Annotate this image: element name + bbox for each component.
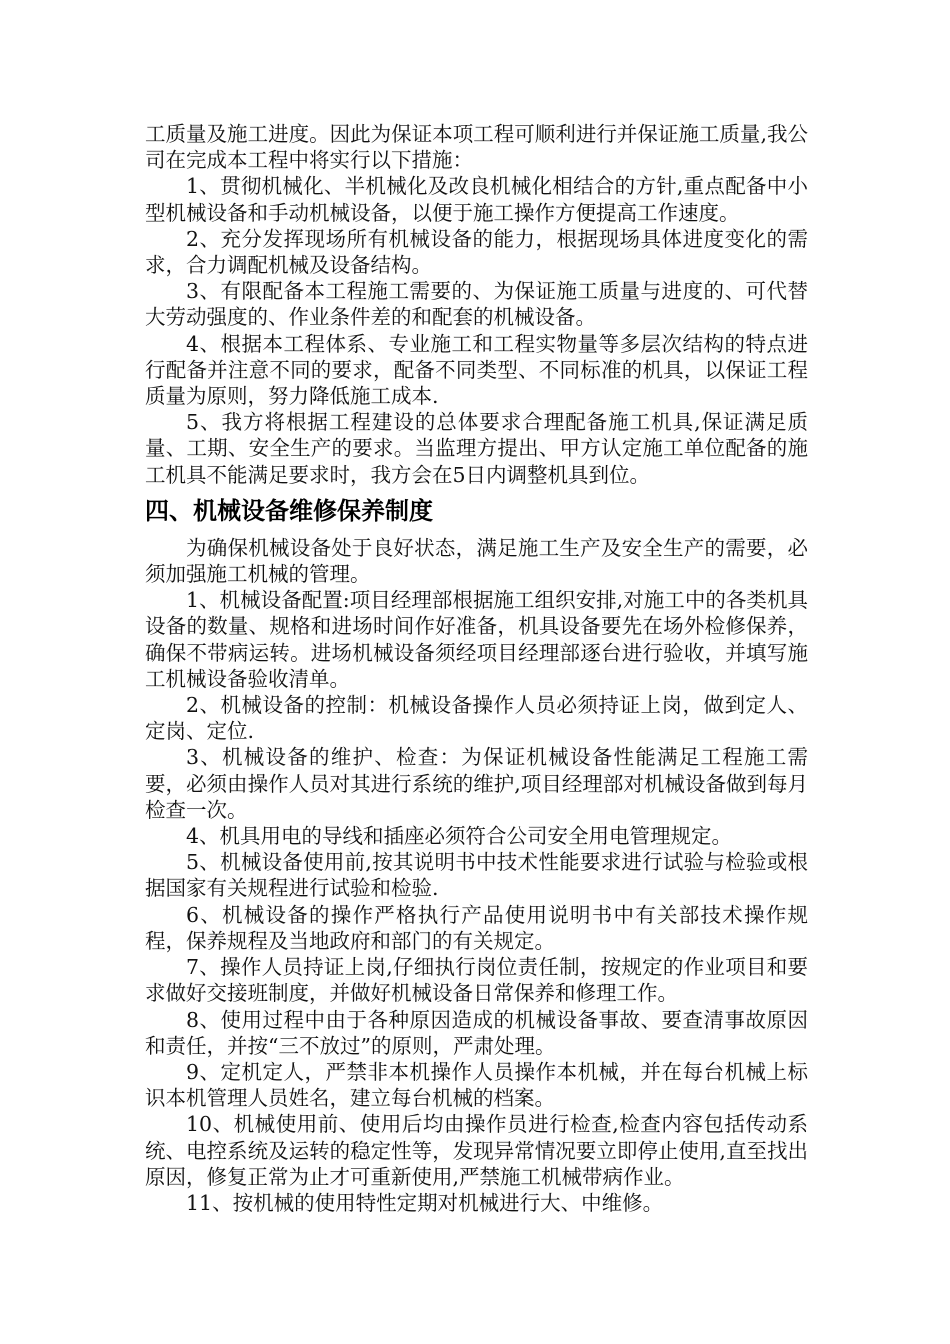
rule-item-6: 6、机械设备的操作严格执行产品使用说明书中有关部技术操作规程，保养规程及当地政府和部门的有关规定。 [145,902,808,953]
measure-item-1: 1、贯彻机械化、半机械化及改良机械化相结合的方针,重点配备中小型机械设备和手动机械设备，以便于施工操作方便提高工作速度。 [145,174,808,225]
rule-item-10: 10、机械使用前、使用后均由操作员进行检查,检查内容包括传动系统、电控系统及运转的稳定性等，发现异常情况要立即停止使用,直至找出原因，修复正常为止才可重新使用,严禁施工机械带病作业。 [145,1112,808,1189]
rule-item-4: 4、机具用电的导线和插座必须符合公司安全用电管理规定。 [186,824,733,849]
measure-item-4: 4、根据本工程体系、专业施工和工程实物量等多层次结构的特点进行配备并注意不同的要求，配备不同类型、不同标准的机具，以保证工程质量为原则，努力降低施工成本. [145,331,808,409]
rule-item-5: 5、机械设备使用前,按其说明书中技术性能要求进行试验与检验或根据国家有关规程进行试验和检验. [145,850,808,901]
rule-item-8: 8、使用过程中由于各种原因造成的机械设备事故、要查清事故原因和责任，并按“三不放过”的原则，严肃处理。 [145,1007,808,1058]
measure-item-2: 2、充分发挥现场所有机械设备的能力，根据现场具体进度变化的需求，合力调配机械及设备结构。 [145,226,808,278]
section-heading: 四、机械设备维修保养制度 [145,496,433,525]
section-intro: 为确保机械设备处于良好状态，满足施工生产及安全生产的需要，必须加强施工机械的管理。 [145,535,808,587]
rule-item-1: 1、机械设备配置:项目经理部根据施工组织安排,对施工中的各类机具设备的数量、规格和进场时间作好准备，机具设备要先在场外检修保养，确保不带病运转。进场机械设备须经项目经理部逐台进行验收，并填写施工机械设备验收清单。 [145,588,808,691]
rule-item-3: 3、机械设备的维护、检查：为保证机械设备性能满足工程施工需要，必须由操作人员对其进行系统的维护,项目经理部对机械设备做到每月检查一次。 [145,745,808,822]
document-body [145,121,808,1216]
rule-item-2: 2、机械设备的控制：机械设备操作人员必须持证上岗，做到定人、定岗、定位. [145,693,808,744]
rule-item-11: 11、按机械的使用特性定期对机械进行大、中维修。 [186,1190,664,1215]
measure-item-5: 5、我方将根据工程建设的总体要求合理配备施工机具,保证满足质量、工期、安全生产的要求。当监理方提出、甲方认定施工单位配备的施工机具不能满足要求时，我方会在5日内调整机具到位。 [145,410,808,487]
paragraph-continuation: 工质量及施工进度。因此为保证本项工程可顺利进行并保证施工质量,我公司在完成本工程中将实行以下措施： [145,122,808,173]
measure-item-3: 3、有限配备本工程施工需要的、为保证施工质量与进度的、可代替大劳动强度的、作业条件差的和配套的机械设备。 [145,279,808,330]
rule-item-9: 9、定机定人，严禁非本机操作人员操作本机械，并在每台机械上标识本机管理人员姓名，建立每台机械的档案。 [145,1059,808,1111]
rule-item-7: 7、操作人员持证上岗,仔细执行岗位责任制，按规定的作业项目和要求做好交接班制度，并做好机械设备日常保养和修理工作。 [145,955,808,1006]
